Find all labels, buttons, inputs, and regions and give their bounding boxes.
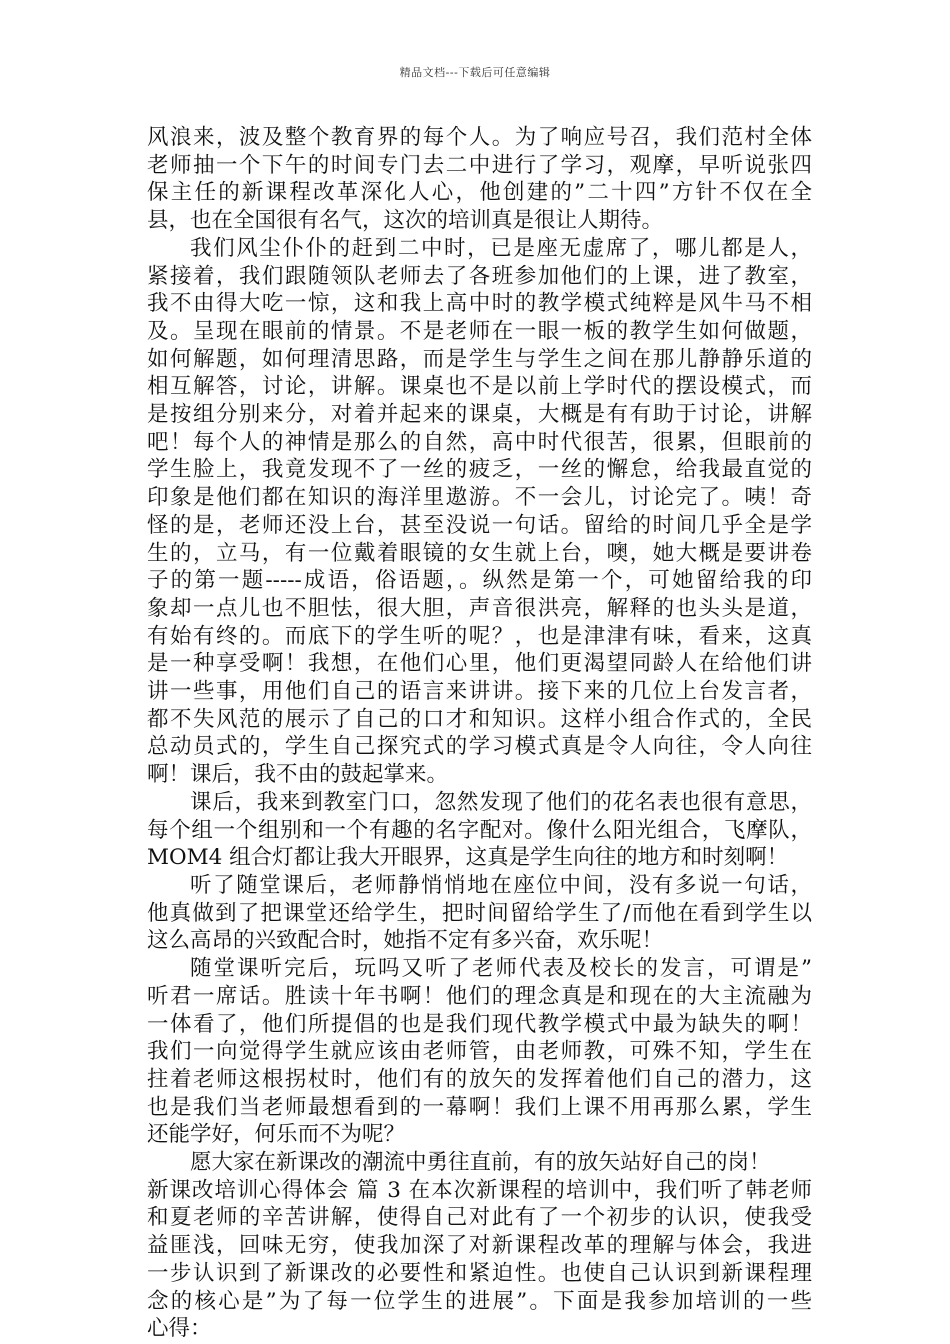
- paragraph-start-line: 愿大家在新课改的潮流中勇往直前，有的放矢站好自己的岗！: [190, 1150, 771, 1176]
- text-line: 县，也在全国很有名气，这次的培训真是很让人期待。: [147, 208, 664, 234]
- text-line: 我不由得大吃一惊，这和我上高中时的教学模式纯粹是风牛马不相: [147, 291, 812, 317]
- page-header: 精品文档---下载后可任意编辑: [399, 66, 551, 79]
- text-line: 印象是他们都在知识的海洋里遨游。不一会儿，讨论完了。咦！奇: [147, 485, 812, 511]
- text-line: 是按组分别来分，对着并起来的课桌，大概是有有助于讨论，讲解: [147, 402, 812, 428]
- text-line: 和夏老师的辛苦讲解，使得自己对此有了一个初步的认识，使我受: [147, 1205, 812, 1231]
- text-line: 也是我们当老师最想看到的一幕啊！我们上课不用再那么累，学生: [147, 1094, 812, 1120]
- paragraph-start-line: 我们风尘仆仆的赶到二中时，已是座无虚席了，哪儿都是人，: [190, 235, 812, 261]
- text-line: 学生脸上，我竟发现不了一丝的疲乏，一丝的懈怠，给我最直觉的: [147, 457, 812, 483]
- text-line: 我们一向觉得学生就应该由老师管，由老师教，可殊不知，学生在: [147, 1039, 812, 1065]
- text-line: 如何解题，如何理清思路，而是学生与学生之间在那儿静静乐道的: [147, 346, 812, 372]
- text-line: 相互解答，讨论，讲解。课桌也不是以前上学时代的摆设模式，而: [147, 374, 812, 400]
- text-line: 益匪浅，回味无穷，使我加深了对新课程改革的理解与体会，我进: [147, 1233, 812, 1259]
- text-line: 子的第一题-----成语，俗语题，。纵然是第一个，可她留给我的印: [147, 568, 812, 594]
- text-line: 讲一些事，用他们自己的语言来讲讲。接下来的几位上台发言者，: [147, 679, 812, 705]
- text-line: 心得：: [147, 1316, 212, 1342]
- text-line: 都不失风范的展示了自己的口才和知识。这样小组合作式的，全民: [147, 706, 812, 732]
- text-line: 啊！课后，我不由的鼓起掌来。: [147, 762, 449, 788]
- text-line: 怪的是，老师还没上台，甚至没说一句话。留给的时间几乎全是学: [147, 512, 812, 538]
- text-line: 生的，立马，有一位戴着眼镜的女生就上台，噢，她大概是要讲卷: [147, 540, 812, 566]
- text-line: 有始有终的。而底下的学生听的呢？，也是津津有味，看来，这真: [147, 623, 812, 649]
- text-line: 这么高昂的兴致配合时，她指不定有多兴奋，欢乐呢！: [147, 928, 664, 954]
- paragraph-start-line: 听了随堂课后，老师静悄悄地在座位中间，没有多说一句话，: [190, 872, 812, 898]
- text-line: 象却一点儿也不胆怯，很大胆，声音很洪亮，解释的也头头是道，: [147, 595, 812, 621]
- text-line: 老师抽一个下午的时间专门去二中进行了学习，观摩，早听说张四: [147, 152, 812, 178]
- text-line: 念的核心是”为了每一位学生的进展”。下面是我参加培训的一些: [147, 1288, 812, 1314]
- text-line: 新课改培训心得体会 篇 3 在本次新课程的培训中，我们听了韩老师: [147, 1177, 812, 1203]
- text-line: 是一种享受啊！我想，在他们心里，他们更渴望同龄人在给他们讲: [147, 651, 812, 677]
- text-line: 每个组一个组别和一个有趣的名字配对。像什么阳光组合，飞摩队，: [147, 817, 812, 843]
- text-line: 及。呈现在眼前的情景。不是老师在一眼一板的教学生如何做题，: [147, 318, 812, 344]
- text-line: 保主任的新课程改革深化人心，他创建的”二十四”方针不仅在全: [147, 180, 812, 206]
- text-line: 总动员式的，学生自己探究式的学习模式真是令人向往，令人向往: [147, 734, 812, 760]
- text-line: 风浪来，波及整个教育界的每个人。为了响应号召，我们范村全体: [147, 125, 812, 150]
- text-line: 吧！每个人的神情是那么的自然，高中时代很苦，很累，但眼前的: [147, 429, 812, 455]
- text-line: 一步认识到了新课改的必要性和紧迫性。也使自己认识到新课程理: [147, 1260, 812, 1286]
- paragraph-start-line: 随堂课听完后，玩吗又听了老师代表及校长的发言，可谓是”: [190, 956, 812, 982]
- document-body: [147, 124, 812, 1343]
- text-line: 一体看了，他们所提倡的也是我们现代教学模式中最为缺失的啊！: [147, 1011, 812, 1037]
- text-line: 拄着老师这根拐杖时，他们有的放矢的发挥着他们自己的潜力，这: [147, 1066, 812, 1092]
- text-line: 他真做到了把课堂还给学生，把时间留给学生了/而他在看到学生以: [147, 900, 812, 926]
- text-line: 紧接着，我们跟随领队老师去了各班参加他们的上课，进了教室，: [147, 263, 812, 289]
- text-line: MOM4 组合灯都让我大开眼界，这真是学生向往的地方和时刻啊！: [147, 845, 789, 871]
- paragraph-start-line: 课后，我来到教室门口，忽然发现了他们的花名表也很有意思，: [190, 789, 812, 815]
- text-line: 还能学好，何乐而不为呢？: [147, 1122, 406, 1148]
- text-line: 听君一席话。胜读十年书啊！他们的理念真是和现在的大主流融为: [147, 983, 812, 1009]
